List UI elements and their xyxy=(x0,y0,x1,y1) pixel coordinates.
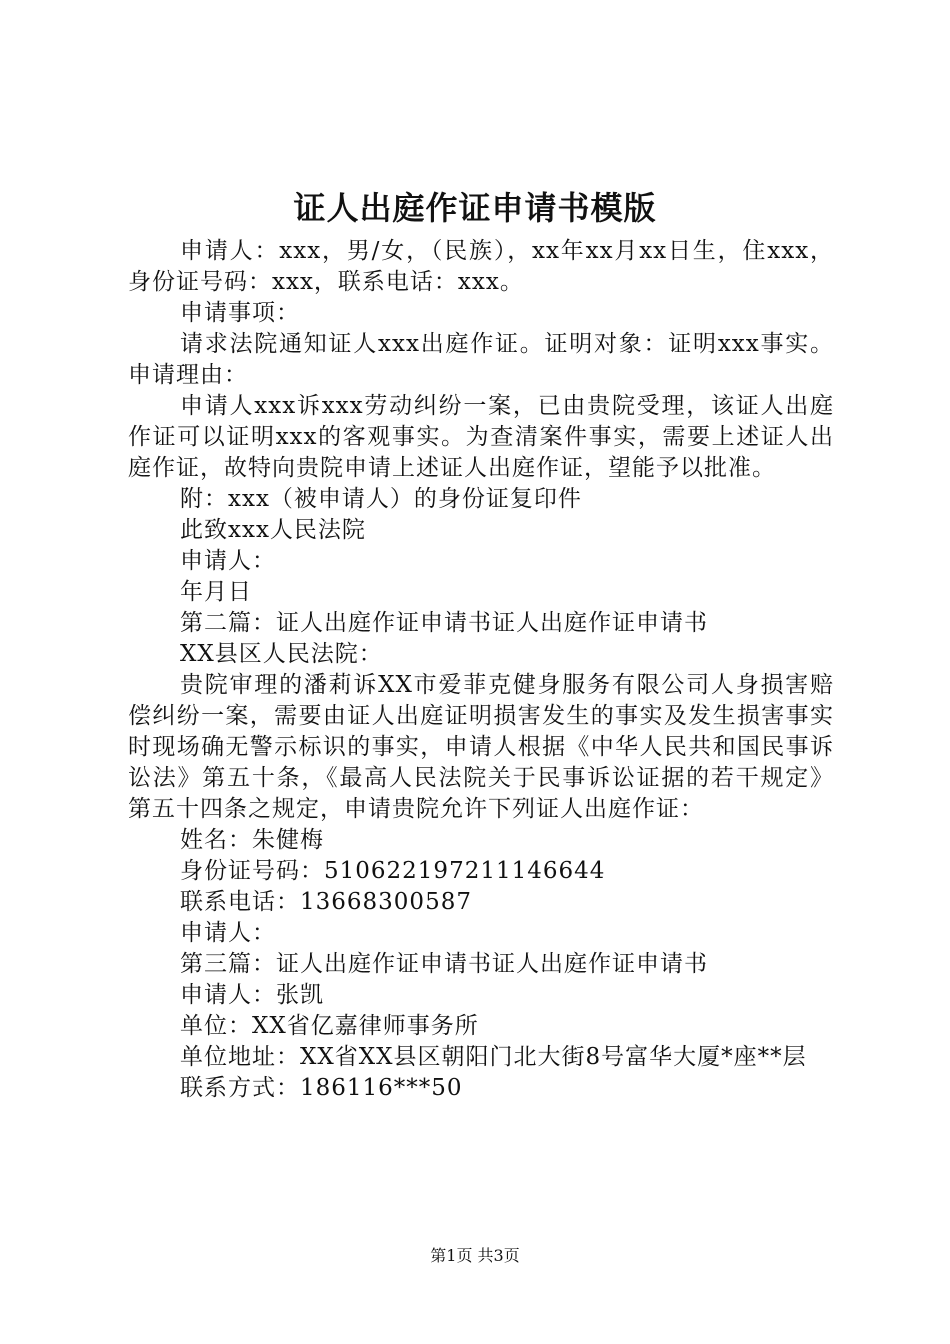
paragraph-witness-phone: 联系电话：13668300587 xyxy=(180,889,472,915)
page-number-footer: 第1页 共3页 xyxy=(430,1246,520,1265)
paragraph-section-three-heading: 第三篇：证人出庭作证申请书证人出庭作证申请书 xyxy=(180,951,708,977)
paragraph-applicant-name: 申请人：张凯 xyxy=(180,982,324,1008)
paragraph-section-two-heading: 第二篇：证人出庭作证申请书证人出庭作证申请书 xyxy=(180,610,708,636)
document-body xyxy=(128,236,834,1104)
paragraph-unit-address: 单位地址：XX省XX县区朝阳门北大街8号富华大厦*座**层 xyxy=(180,1044,807,1070)
paragraph-case-description: 贵院审理的潘莉诉XX市爱菲克健身服务有限公司人身损害赔偿纠纷一案，需要由证人出庭证明损害发生的事实及发生损害事实时现场确无警示标识的事实，申请人根据《中华人民共和国民事诉讼法》第五十条，《最高人民法院关于民事诉讼证据的若干规定》第五十四条之规定，申请贵院允许下列证人出庭作证： xyxy=(128,672,834,822)
document-title: 证人出庭作证申请书模版 xyxy=(293,189,657,227)
paragraph-witness-name: 姓名：朱健梅 xyxy=(180,827,324,853)
paragraph-applicant-info: 申请人：xxx，男/女，（民族），xx年xx月xx日生，住xxx，身份证号码：xxx，联系电话：xxx。 xyxy=(128,238,834,295)
paragraph-attachment: 附：xxx（被申请人）的身份证复印件 xyxy=(180,486,582,512)
paragraph-unit: 单位：XX省亿嘉律师事务所 xyxy=(180,1013,479,1039)
paragraph-request: 请求法院通知证人xxx出庭作证。证明对象：证明xxx事实。申请理由： xyxy=(128,331,834,388)
paragraph-court-address: XX县区人民法院： xyxy=(180,641,383,667)
paragraph-reason: 申请人xxx诉xxx劳动纠纷一案，已由贵院受理，该证人出庭作证可以证明xxx的客观事实。为查清案件事实，需要上述证人出庭作证，故特向贵院申请上述证人出庭作证，望能予以批准。 xyxy=(128,393,834,481)
paragraph-application-items-heading: 申请事项： xyxy=(180,300,300,326)
paragraph-contact: 联系方式：186116***50 xyxy=(180,1075,463,1101)
paragraph-signature-applicant: 申请人： xyxy=(180,548,276,574)
paragraph-signature-applicant-2: 申请人： xyxy=(180,920,276,946)
paragraph-witness-id: 身份证号码：510622197211146644 xyxy=(180,858,606,884)
paragraph-addressee: 此致xxx人民法院 xyxy=(180,517,366,543)
paragraph-date: 年月日 xyxy=(180,579,252,605)
